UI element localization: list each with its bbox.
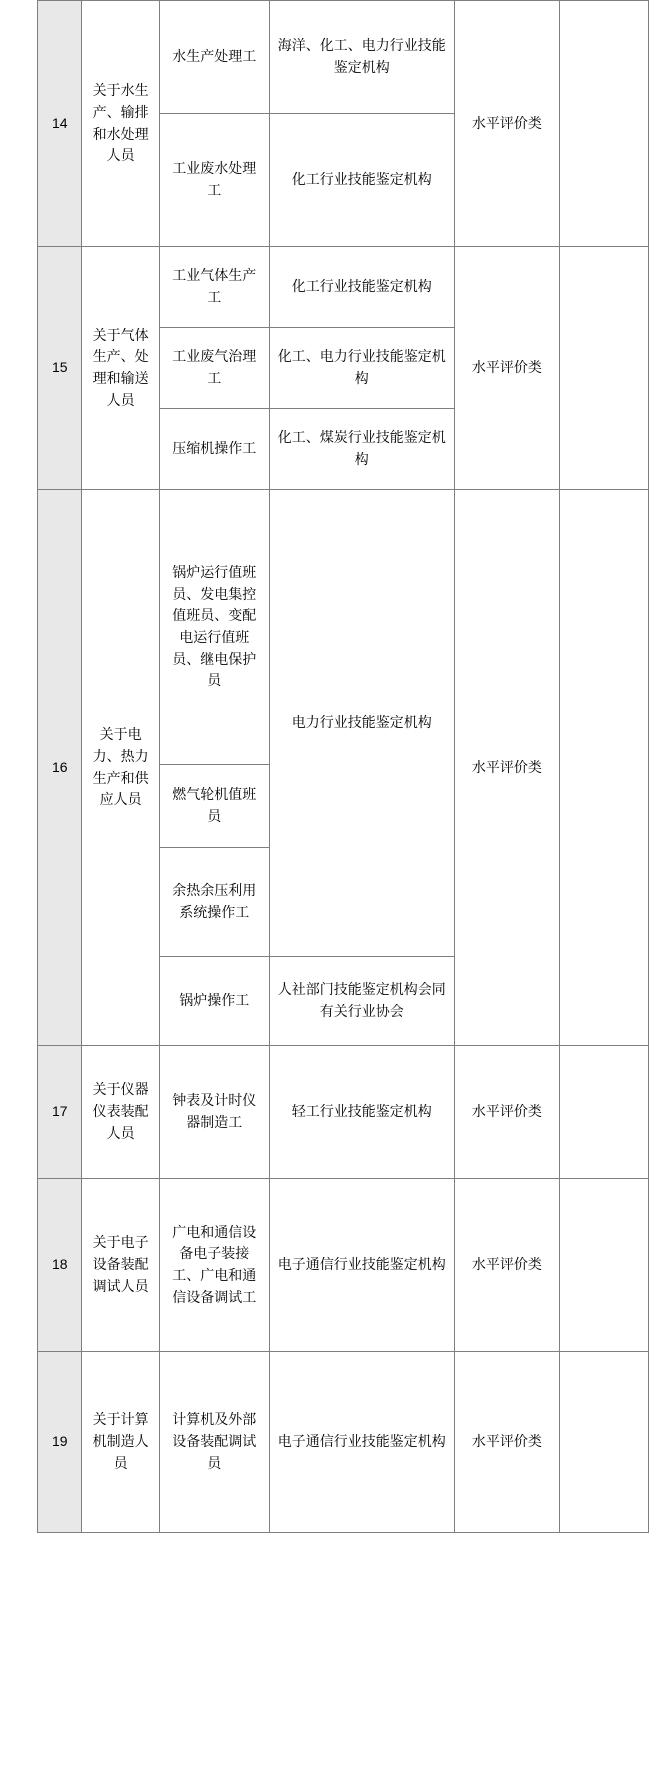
table-row — [38, 1046, 649, 1179]
row-type: 水平评价类 — [454, 1352, 559, 1533]
row-note — [560, 1, 649, 247]
row-note — [560, 490, 649, 1046]
row-organization: 化工、电力行业技能鉴定机构 — [269, 328, 454, 409]
table-row — [38, 1179, 649, 1352]
row-occupation: 工业废水处理工 — [159, 114, 269, 247]
row-occupation: 钟表及计时仪器制造工 — [159, 1046, 269, 1179]
row-category: 关于电力、热力生产和供应人员 — [82, 490, 159, 1046]
row-occupation: 压缩机操作工 — [159, 409, 269, 490]
row-note — [560, 1179, 649, 1352]
row-index: 15 — [38, 247, 82, 490]
row-occupation: 锅炉操作工 — [159, 957, 269, 1046]
table-row — [38, 247, 649, 328]
row-note — [560, 247, 649, 490]
row-type: 水平评价类 — [454, 1179, 559, 1352]
row-organization: 化工行业技能鉴定机构 — [269, 114, 454, 247]
row-index: 18 — [38, 1179, 82, 1352]
row-type: 水平评价类 — [454, 1, 559, 247]
row-organization: 轻工行业技能鉴定机构 — [269, 1046, 454, 1179]
row-category: 关于电子设备装配调试人员 — [82, 1179, 159, 1352]
row-category: 关于气体生产、处理和输送人员 — [82, 247, 159, 490]
row-organization: 化工行业技能鉴定机构 — [269, 247, 454, 328]
row-organization: 电力行业技能鉴定机构 — [269, 490, 454, 957]
row-organization: 人社部门技能鉴定机构会同有关行业协会 — [269, 957, 454, 1046]
row-category: 关于水生产、输排和水处理人员 — [82, 1, 159, 247]
row-occupation: 余热余压利用系统操作工 — [159, 848, 269, 957]
row-occupation: 计算机及外部设备装配调试员 — [159, 1352, 269, 1533]
row-organization: 电子通信行业技能鉴定机构 — [269, 1179, 454, 1352]
row-category: 关于仪器仪表装配人员 — [82, 1046, 159, 1179]
row-type: 水平评价类 — [454, 490, 559, 1046]
row-occupation: 水生产处理工 — [159, 1, 269, 114]
row-type: 水平评价类 — [454, 247, 559, 490]
row-index: 17 — [38, 1046, 82, 1179]
row-index: 14 — [38, 1, 82, 247]
row-occupation: 工业废气治理工 — [159, 328, 269, 409]
row-index: 19 — [38, 1352, 82, 1533]
row-category: 关于计算机制造人员 — [82, 1352, 159, 1533]
row-index: 16 — [38, 490, 82, 1046]
row-organization: 电子通信行业技能鉴定机构 — [269, 1352, 454, 1533]
row-occupation: 工业气体生产工 — [159, 247, 269, 328]
row-organization: 海洋、化工、电力行业技能鉴定机构 — [269, 1, 454, 114]
table-row — [38, 490, 649, 765]
table-row — [38, 1, 649, 114]
row-occupation: 广电和通信设备电子装接工、广电和通信设备调试工 — [159, 1179, 269, 1352]
row-note — [560, 1352, 649, 1533]
row-type: 水平评价类 — [454, 1046, 559, 1179]
table-row — [38, 1352, 649, 1533]
row-organization: 化工、煤炭行业技能鉴定机构 — [269, 409, 454, 490]
row-note — [560, 1046, 649, 1179]
row-occupation: 燃气轮机值班员 — [159, 765, 269, 848]
row-occupation: 锅炉运行值班员、发电集控值班员、变配电运行值班员、继电保护员 — [159, 490, 269, 765]
occupation-table — [37, 0, 649, 1533]
